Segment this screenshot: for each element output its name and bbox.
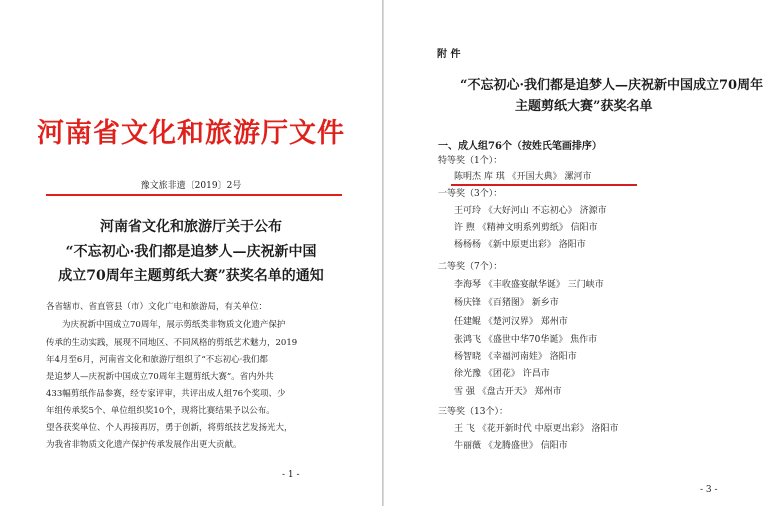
winner-entry: 雪 强 《盘古开天》 郑州市: [454, 387, 562, 397]
body-line: 年4月至6月，河南省文化和旅游厅组织了“不忘初心·我们都: [46, 355, 268, 365]
body-line: 传承的生动实践，展现不同地区、不同风格的剪纸艺术魅力，2019: [46, 338, 298, 348]
body-line: 433幅剪纸作品参赛，经专家评审，共评出成人组76个奖项、少: [46, 389, 286, 399]
notice-title-line: 河南省文化和旅游厅关于公布: [100, 219, 282, 235]
attachment-title-line: “不忘初心·我们都是追梦人—庆祝新中国成立70周年: [460, 78, 764, 93]
document-number: 豫文旅非遗〔2019〕2号: [140, 181, 242, 191]
winner-entry: 陈明杰 库 琪 《开国大典》 漯河市: [454, 172, 592, 182]
winner-entry: 任建鲲 《楚河汉界》 郑州市: [454, 317, 568, 327]
winner-entry: 杨庆锋 《百猪图》 新乡市: [454, 298, 559, 308]
award-category: 二等奖（7个）：: [438, 262, 503, 272]
winner-entry: 杨杨杨 《新中原更出彩》 洛阳市: [454, 240, 586, 250]
body-line: 为庆祝新中国成立70周年，展示剪纸类非物质文化遗产保护: [62, 320, 286, 330]
notice-title-line: 成立70周年主题剪纸大赛”获奖名单的通知: [58, 268, 324, 284]
page-number: - 3 -: [700, 485, 718, 495]
winner-entry: 王 飞 《花开新时代 中原更出彩》 洛阳市: [454, 424, 619, 434]
attachment-title-line: 主题剪纸大赛”获奖名单: [515, 99, 653, 114]
award-category: 特等奖（1个）：: [438, 156, 503, 166]
notice-title-line: “不忘初心·我们都是追梦人—庆祝新中国: [65, 244, 317, 260]
winner-entry: 牛丽薇 《龙腾盛世》 信阳市: [454, 441, 568, 451]
winner-entry: 许 煦 《精神文明系列剪纸》 信阳市: [454, 223, 598, 233]
winner-entry: 王可玲 《大好河山 不忘初心》 济源市: [454, 206, 607, 216]
award-category: 一等奖（3个）：: [438, 189, 503, 199]
agency-header: 河南省文化和旅游厅文件: [37, 118, 345, 149]
red-divider: [46, 194, 342, 196]
winner-entry: 徐光豫 《团花》 许昌市: [454, 369, 550, 379]
body-line: 各省辖市、省直管县（市）文化广电和旅游局，有关单位：: [46, 302, 268, 312]
body-line: 望各获奖单位、个人再接再厉，勇于创新，将剪纸技艺发扬光大，: [46, 423, 293, 433]
body-line: 年组传承奖5个、单位组织奖10个，现将比赛结果予以公布。: [46, 406, 275, 416]
winner-entry: 张鸿飞 《盛世中华70华诞》 焦作市: [454, 335, 598, 345]
page-number: - 1 -: [282, 470, 300, 480]
award-category: 三等奖（13个）：: [438, 407, 508, 417]
winner-entry: 杨智晓 《幸福河南娃》 洛阳市: [454, 352, 577, 362]
body-line: 为我省非物质文化遗产保护传承发展作出更大贡献。: [46, 440, 242, 450]
winner-entry: 李海琴 《丰收盛宴献华诞》 三门峡市: [454, 280, 604, 290]
attachment-label: 附 件: [437, 49, 461, 60]
section-heading: 一、成人组76个（按姓氏笔画排序）: [438, 141, 602, 152]
body-line: 是追梦人—庆祝新中国成立70周年主题剪纸大赛”。省内外共: [46, 372, 274, 382]
